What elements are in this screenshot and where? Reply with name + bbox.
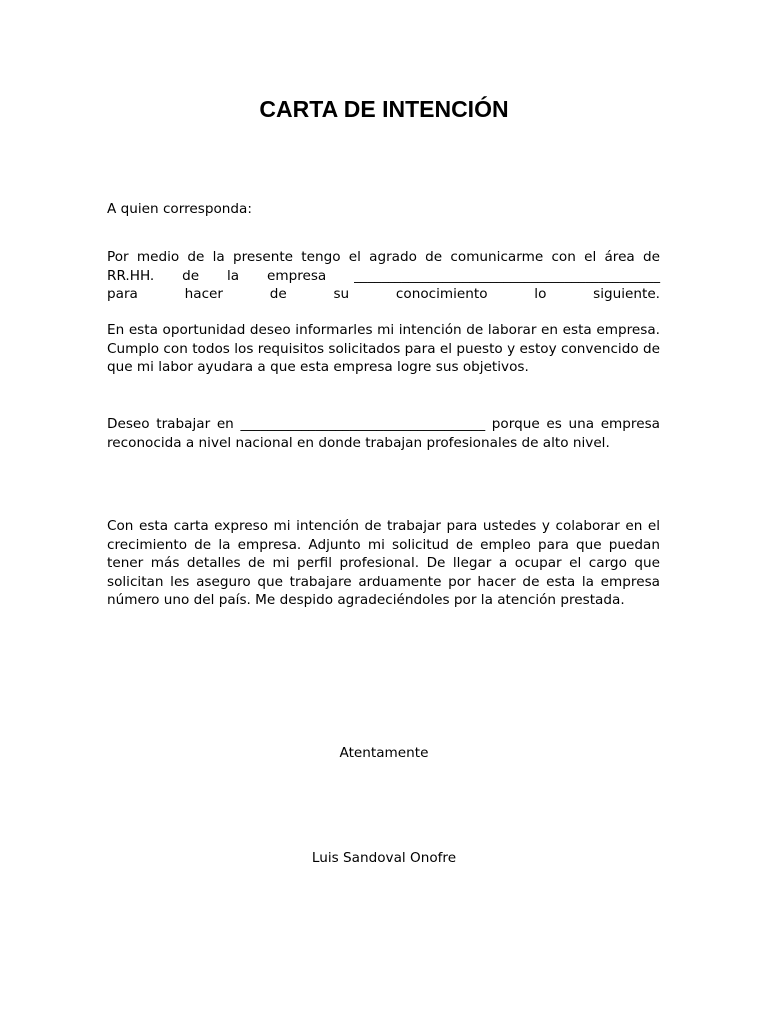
greeting: A quien corresponda: — [107, 201, 252, 217]
paragraph-closing-remarks: Con esta carta expreso mi intención de trabajar para ustedes y colaborar en el crecimiento de la empresa. Adjunto mi solicitud de empleo para que puedan tener más detalles de mi perfil profesional. De llegar a ocupar el cargo que solicitan les aseguro que trabajare arduamente por hacer de esta la empresa número uno del país. Me despido agradeciéndoles por la atención prestada. — [107, 518, 660, 608]
paragraph-intro-line-3: para hacer de su conocimiento lo siguiente. — [107, 286, 660, 302]
paragraph-intro — [107, 248, 660, 304]
paragraph-intro-line-1: Por medio de la presente tengo el agrado de comunicarme con el área de — [107, 249, 660, 265]
letter-title: CARTA DE INTENCIÓN — [259, 96, 509, 122]
paragraph-intro-line-2: RR.HH. de la empresa _____________________________________________ — [107, 267, 660, 284]
paragraph-company: Deseo trabajar en ____________________________________ porque es una empresa reconocida a nivel nacional en donde trabajan profesionales de alto nivel. — [107, 416, 660, 451]
closing-salutation: Atentamente — [339, 745, 429, 761]
paragraph-intention: En esta oportunidad deseo informarles mi intención de laborar en esta empresa. Cumplo con todos los requisitos solicitados para el puesto y estoy convencido de que mi labor ayudara a que esta empresa logre sus objetivos. — [107, 322, 660, 375]
signature-name: Luis Sandoval Onofre — [311, 850, 457, 866]
